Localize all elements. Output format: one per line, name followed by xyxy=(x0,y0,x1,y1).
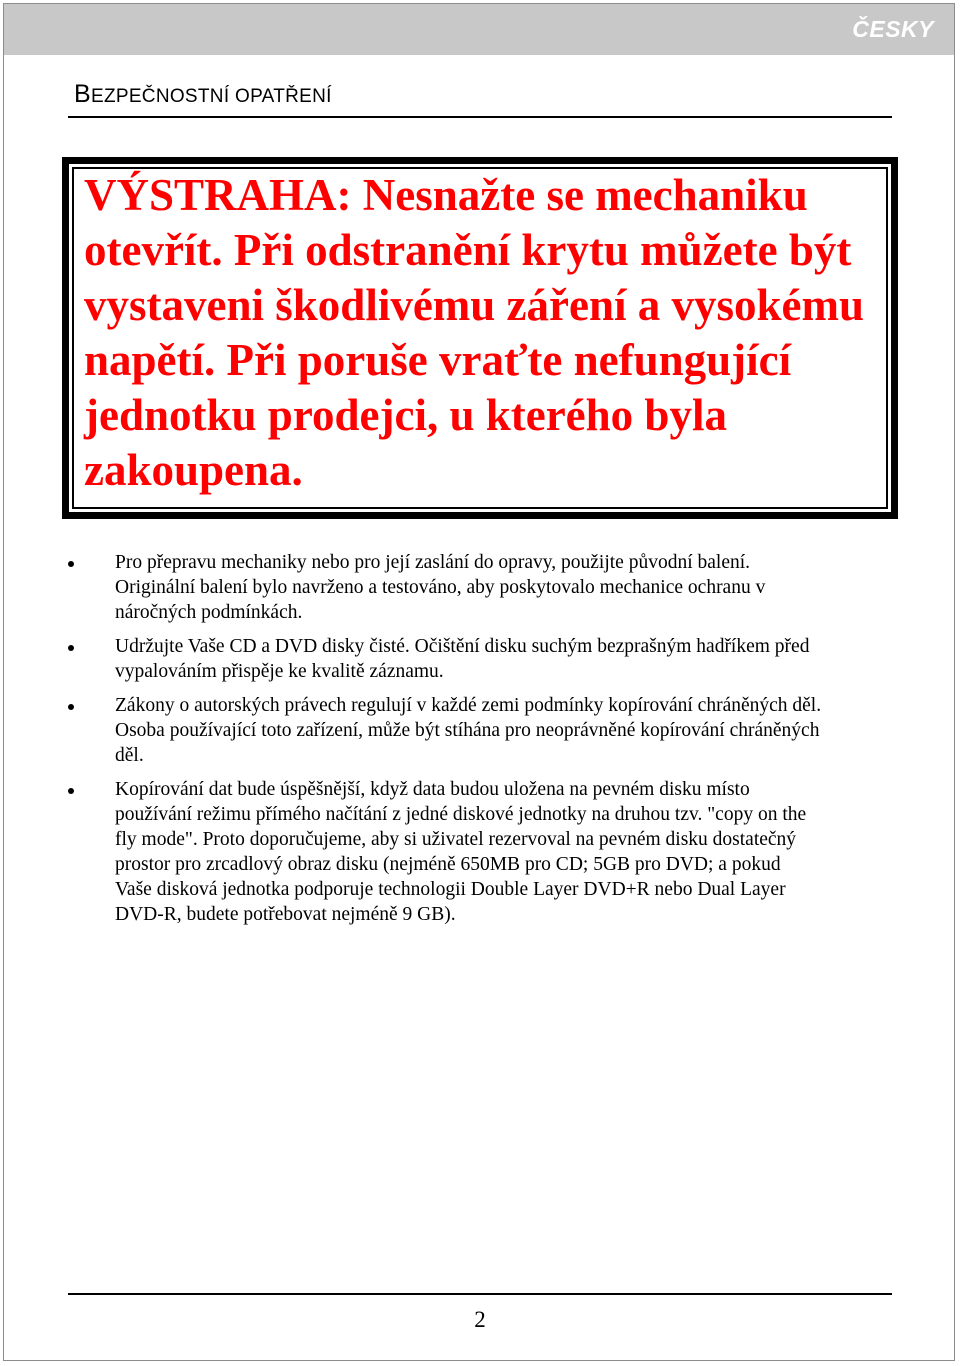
language-label: ČESKY xyxy=(852,16,934,42)
section-title-rest: EZPEČNOSTNÍ OPATŘENÍ xyxy=(90,86,332,107)
list-item-text: Pro přepravu mechaniky nebo pro její zaslání do opravy, použijte původní balení. Originální balení bylo navrženo a testováno, aby poskytovalo mechanice ochranu v náročných podmínkách. xyxy=(115,552,766,623)
list-item-text: Udržujte Vaše CD a DVD disky čisté. Očištění disku suchým bezprašným hadříkem před vypalováním přispěje ke kvalitě záznamu. xyxy=(115,636,810,682)
bullet-dot xyxy=(68,561,74,567)
list-item-text: Zákony o autorských právech regulují v každé zemi podmínky kopírování chráněných děl. Osoba používající toto zařízení, může být stíhána pro neoprávněné kopírování chráněných děl. xyxy=(115,695,822,766)
page-number: 2 xyxy=(474,1307,486,1332)
title-divider xyxy=(68,116,892,118)
warning-text: VÝSTRAHA: Nesnažte se mechaniku otevřít. Při odstranění krytu můžete být vystaveni škodlivému záření a vysokému napětí. Při poruše vraťte nefungující jednotku prodejci, u kterého byla zakoupena. xyxy=(84,170,865,495)
header-band xyxy=(4,4,954,55)
section-title xyxy=(74,80,332,109)
list-item-text: Kopírování dat bude úspěšnější, když data budou uložena na pevném disku místo používání režimu přímého načítání z jedné diskové jednotky na druhou tzv. "copy on the fly mode". Proto doporučujeme, aby si uživatel rezervoval na pevném disku dostatečný prostor pro zrcadlový obraz disku (nejméně 650MB pro CD; 5GB pro DVD; a pokud Vaše disková jednotka podporuje technologii Double Layer DVD+R nebo Dual Layer DVD-R, budete potřebovat nejméně 9 GB). xyxy=(115,779,807,925)
footer-divider xyxy=(68,1293,892,1295)
bullet-dot xyxy=(68,788,74,794)
bullet-dot xyxy=(68,704,74,710)
section-title-initial: B xyxy=(74,80,91,108)
bullet-dot xyxy=(68,645,74,651)
